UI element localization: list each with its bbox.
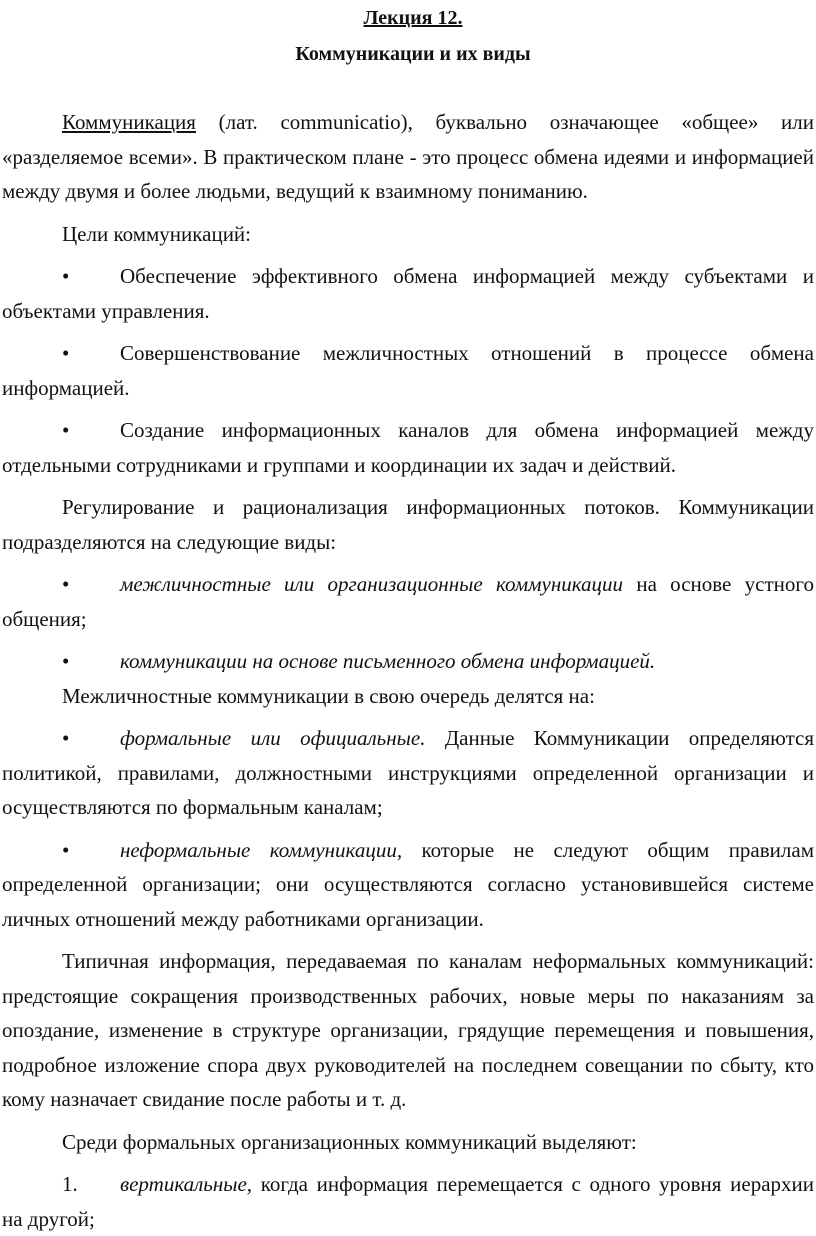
- goal-item: [2, 259, 814, 328]
- lecture-title: Лекция 12.: [363, 7, 463, 29]
- interpersonal-item: [2, 833, 814, 937]
- formal-item: [2, 1167, 814, 1236]
- interpersonal-text: Данные Коммуникации определяются политикой, правилами, должностными инструкциями определенной организации и осуществляются по формальным каналам;: [2, 726, 814, 819]
- type-item: [2, 567, 814, 636]
- formal-text: когда информация перемещается с одного уровня иерархии на другой;: [2, 1172, 814, 1231]
- paragraph-definition: [2, 105, 814, 209]
- bullet-icon: •: [62, 837, 70, 862]
- goal-item: [2, 336, 814, 405]
- bullet-icon: •: [62, 264, 70, 288]
- bullet-icon: •: [62, 418, 70, 442]
- type-item: [2, 644, 814, 679]
- list-number: 1.: [62, 1172, 78, 1196]
- bullet-icon: •: [62, 726, 70, 750]
- interpersonal-term: формальные или официальные.: [120, 726, 426, 750]
- interpersonal-heading: Межличностные коммуникации в свою очередь делятся на:: [62, 683, 595, 708]
- type-term: межличностные или организационные коммуникации: [120, 572, 624, 596]
- goal-text: Совершенствование межличностных отношений в процессе обмена информацией.: [2, 341, 814, 400]
- goal-item: [2, 413, 814, 482]
- goal-text: Создание информационных каналов для обмена информацией между отдельными сотрудниками и группами и координации их задач и действий.: [2, 418, 814, 477]
- term-communication: Коммуникация: [62, 110, 196, 134]
- lecture-subtitle: Коммуникации и их виды: [295, 43, 531, 65]
- paragraph-typical-info: Типичная информация, передаваемая по каналам неформальных коммуникаций: предстоящие сокращения производственных рабочих, новые меры по наказаниям за опоздание, изменение в структуре организации, грядущие перемещения и повышения, подробное изложение спора двух руководителей на последнем совещании по сбыту, кто кому назначает свидание после работы и т. д.: [2, 949, 814, 1111]
- interpersonal-text: которые не следуют общим правилам определенной организации; они осуществляются согласно установившейся системе личных отношений между работниками организации.: [2, 837, 814, 931]
- bullet-icon: •: [62, 649, 70, 673]
- type-term: коммуникации на основе письменного обмена информацией.: [120, 649, 656, 673]
- paragraph-regulation: Регулирование и рационализация информационных потоков. Коммуникации подразделяются на следующие виды:: [2, 495, 814, 554]
- bullet-icon: •: [62, 572, 70, 596]
- type-text: на основе устного общения;: [2, 572, 814, 631]
- formal-term: вертикальные,: [120, 1172, 253, 1196]
- interpersonal-item: [2, 721, 814, 825]
- goal-text: Обеспечение эффективного обмена информацией между субъектами и объектами управления.: [2, 264, 814, 323]
- formal-heading: Среди формальных организационных коммуникаций выделяют:: [62, 1129, 637, 1154]
- interpersonal-term: неформальные коммуникации,: [120, 837, 403, 862]
- bullet-icon: •: [62, 341, 70, 365]
- definition-text: (лат. communicatio), буквально означающее «общее» или «разделяемое всеми». В практическом плане - это процесс обмена идеями и информацией между двумя и более людьми, ведущий к взаимному пониманию.: [2, 110, 814, 203]
- goals-heading: Цели коммуникаций:: [62, 221, 251, 246]
